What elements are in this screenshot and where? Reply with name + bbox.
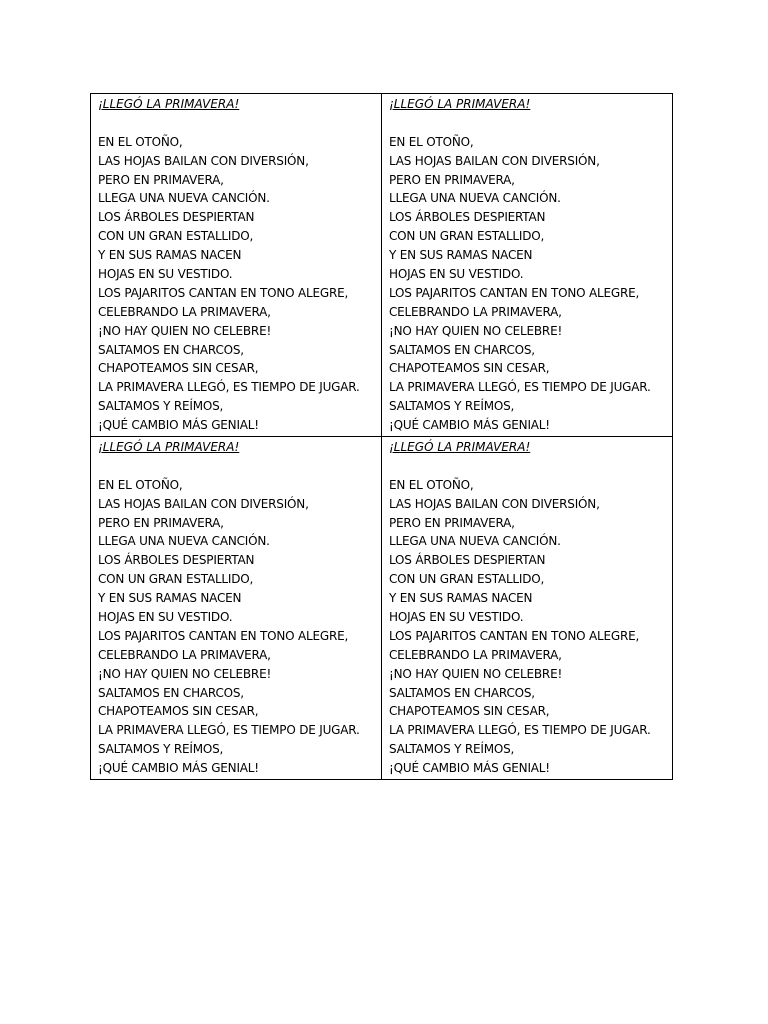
poem-line: SALTAMOS EN CHARCOS, <box>389 342 535 357</box>
poem-line: LAS HOJAS BAILAN CON DIVERSIÓN, <box>98 496 309 511</box>
poem-line: CON UN GRAN ESTALLIDO, <box>98 572 254 587</box>
poem-line: ¡QUÉ CAMBIO MÁS GENIAL! <box>98 418 259 433</box>
poem-line: SALTAMOS EN CHARCOS, <box>389 685 535 700</box>
poem-line: SALTAMOS EN CHARCOS, <box>98 342 244 357</box>
poem-line: Y EN SUS RAMAS NACEN <box>389 248 533 263</box>
poem-line: ¡NO HAY QUIEN NO CELEBRE! <box>98 323 272 338</box>
poem-card <box>91 94 382 437</box>
poem-line: LLEGA UNA NUEVA CANCIÓN. <box>98 534 270 549</box>
poem-title: ¡LLEGÓ LA PRIMAVERA! <box>98 97 240 111</box>
poem-line: EN EL OTOÑO, <box>98 477 183 492</box>
poem-title: ¡LLEGÓ LA PRIMAVERA! <box>98 440 240 454</box>
stanza-gap <box>389 457 672 476</box>
stanza-gap <box>389 114 672 133</box>
poem-card-grid <box>90 93 673 780</box>
poem-line: PERO EN PRIMAVERA, <box>98 515 224 530</box>
poem-line: CHAPOTEAMOS SIN CESAR, <box>98 361 259 376</box>
poem-line: CELEBRANDO LA PRIMAVERA, <box>389 304 562 319</box>
poem-card-body <box>91 437 381 778</box>
poem-line: EN EL OTOÑO, <box>389 477 474 492</box>
poem-line: LA PRIMAVERA LLEGÓ, ES TIEMPO DE JUGAR. <box>389 723 651 738</box>
poem-line: PERO EN PRIMAVERA, <box>98 172 224 187</box>
poem-line: CON UN GRAN ESTALLIDO, <box>389 572 545 587</box>
poem-line: LA PRIMAVERA LLEGÓ, ES TIEMPO DE JUGAR. <box>98 723 360 738</box>
poem-line: LLEGA UNA NUEVA CANCIÓN. <box>98 191 270 206</box>
poem-title: ¡LLEGÓ LA PRIMAVERA! <box>389 97 531 111</box>
poem-line: CON UN GRAN ESTALLIDO, <box>389 229 545 244</box>
grid-row <box>91 94 673 437</box>
poem-line: HOJAS EN SU VESTIDO. <box>389 267 524 282</box>
poem-line: SALTAMOS Y REÍMOS, <box>389 399 515 414</box>
poem-line: CELEBRANDO LA PRIMAVERA, <box>98 647 271 662</box>
poem-line: LOS ÁRBOLES DESPIERTAN <box>389 210 546 225</box>
poem-line: SALTAMOS Y REÍMOS, <box>98 742 224 757</box>
poem-card-body <box>382 437 672 778</box>
poem-line: CON UN GRAN ESTALLIDO, <box>98 229 254 244</box>
poem-line: ¡NO HAY QUIEN NO CELEBRE! <box>98 666 272 681</box>
poem-line: CHAPOTEAMOS SIN CESAR, <box>98 704 259 719</box>
poem-line: LOS PAJARITOS CANTAN EN TONO ALEGRE, <box>98 285 349 300</box>
poem-line: LOS PAJARITOS CANTAN EN TONO ALEGRE, <box>389 628 640 643</box>
poem-line: ¡QUÉ CAMBIO MÁS GENIAL! <box>389 418 550 433</box>
poem-line: ¡QUÉ CAMBIO MÁS GENIAL! <box>98 761 259 776</box>
stanza-gap <box>98 114 381 133</box>
poem-line: LOS ÁRBOLES DESPIERTAN <box>98 210 255 225</box>
poem-line: LA PRIMAVERA LLEGÓ, ES TIEMPO DE JUGAR. <box>389 380 651 395</box>
poem-line: LOS PAJARITOS CANTAN EN TONO ALEGRE, <box>98 628 349 643</box>
poem-line: LA PRIMAVERA LLEGÓ, ES TIEMPO DE JUGAR. <box>98 380 360 395</box>
poem-line: PERO EN PRIMAVERA, <box>389 172 515 187</box>
poem-line: SALTAMOS Y REÍMOS, <box>98 399 224 414</box>
poem-line: HOJAS EN SU VESTIDO. <box>98 267 233 282</box>
poem-line: LLEGA UNA NUEVA CANCIÓN. <box>389 534 561 549</box>
poem-line: LOS ÁRBOLES DESPIERTAN <box>98 553 255 568</box>
poem-line: LLEGA UNA NUEVA CANCIÓN. <box>389 191 561 206</box>
grid-row <box>91 437 673 780</box>
poem-line: CHAPOTEAMOS SIN CESAR, <box>389 704 550 719</box>
poem-line: CHAPOTEAMOS SIN CESAR, <box>389 361 550 376</box>
poem-line: LOS ÁRBOLES DESPIERTAN <box>389 553 546 568</box>
poem-line: PERO EN PRIMAVERA, <box>389 515 515 530</box>
poem-line: CELEBRANDO LA PRIMAVERA, <box>389 647 562 662</box>
poem-card-body <box>382 94 672 435</box>
poem-line: LAS HOJAS BAILAN CON DIVERSIÓN, <box>389 496 600 511</box>
poem-line: HOJAS EN SU VESTIDO. <box>389 610 524 625</box>
poem-line: CELEBRANDO LA PRIMAVERA, <box>98 304 271 319</box>
poem-line: LAS HOJAS BAILAN CON DIVERSIÓN, <box>98 153 309 168</box>
poem-line: Y EN SUS RAMAS NACEN <box>389 591 533 606</box>
poem-line: EN EL OTOÑO, <box>389 134 474 149</box>
poem-card <box>91 437 382 780</box>
poem-line: SALTAMOS Y REÍMOS, <box>389 742 515 757</box>
stanza-gap <box>98 457 381 476</box>
poem-line: LAS HOJAS BAILAN CON DIVERSIÓN, <box>389 153 600 168</box>
poem-line: ¡NO HAY QUIEN NO CELEBRE! <box>389 666 563 681</box>
poem-card <box>382 437 673 780</box>
poem-line: SALTAMOS EN CHARCOS, <box>98 685 244 700</box>
poem-line: LOS PAJARITOS CANTAN EN TONO ALEGRE, <box>389 285 640 300</box>
poem-title: ¡LLEGÓ LA PRIMAVERA! <box>389 440 531 454</box>
poem-line: Y EN SUS RAMAS NACEN <box>98 591 242 606</box>
poem-line: Y EN SUS RAMAS NACEN <box>98 248 242 263</box>
poem-line: EN EL OTOÑO, <box>98 134 183 149</box>
poem-line: ¡NO HAY QUIEN NO CELEBRE! <box>389 323 563 338</box>
poem-card <box>382 94 673 437</box>
poem-card-body <box>91 94 381 435</box>
poem-line: ¡QUÉ CAMBIO MÁS GENIAL! <box>389 761 550 776</box>
poem-line: HOJAS EN SU VESTIDO. <box>98 610 233 625</box>
